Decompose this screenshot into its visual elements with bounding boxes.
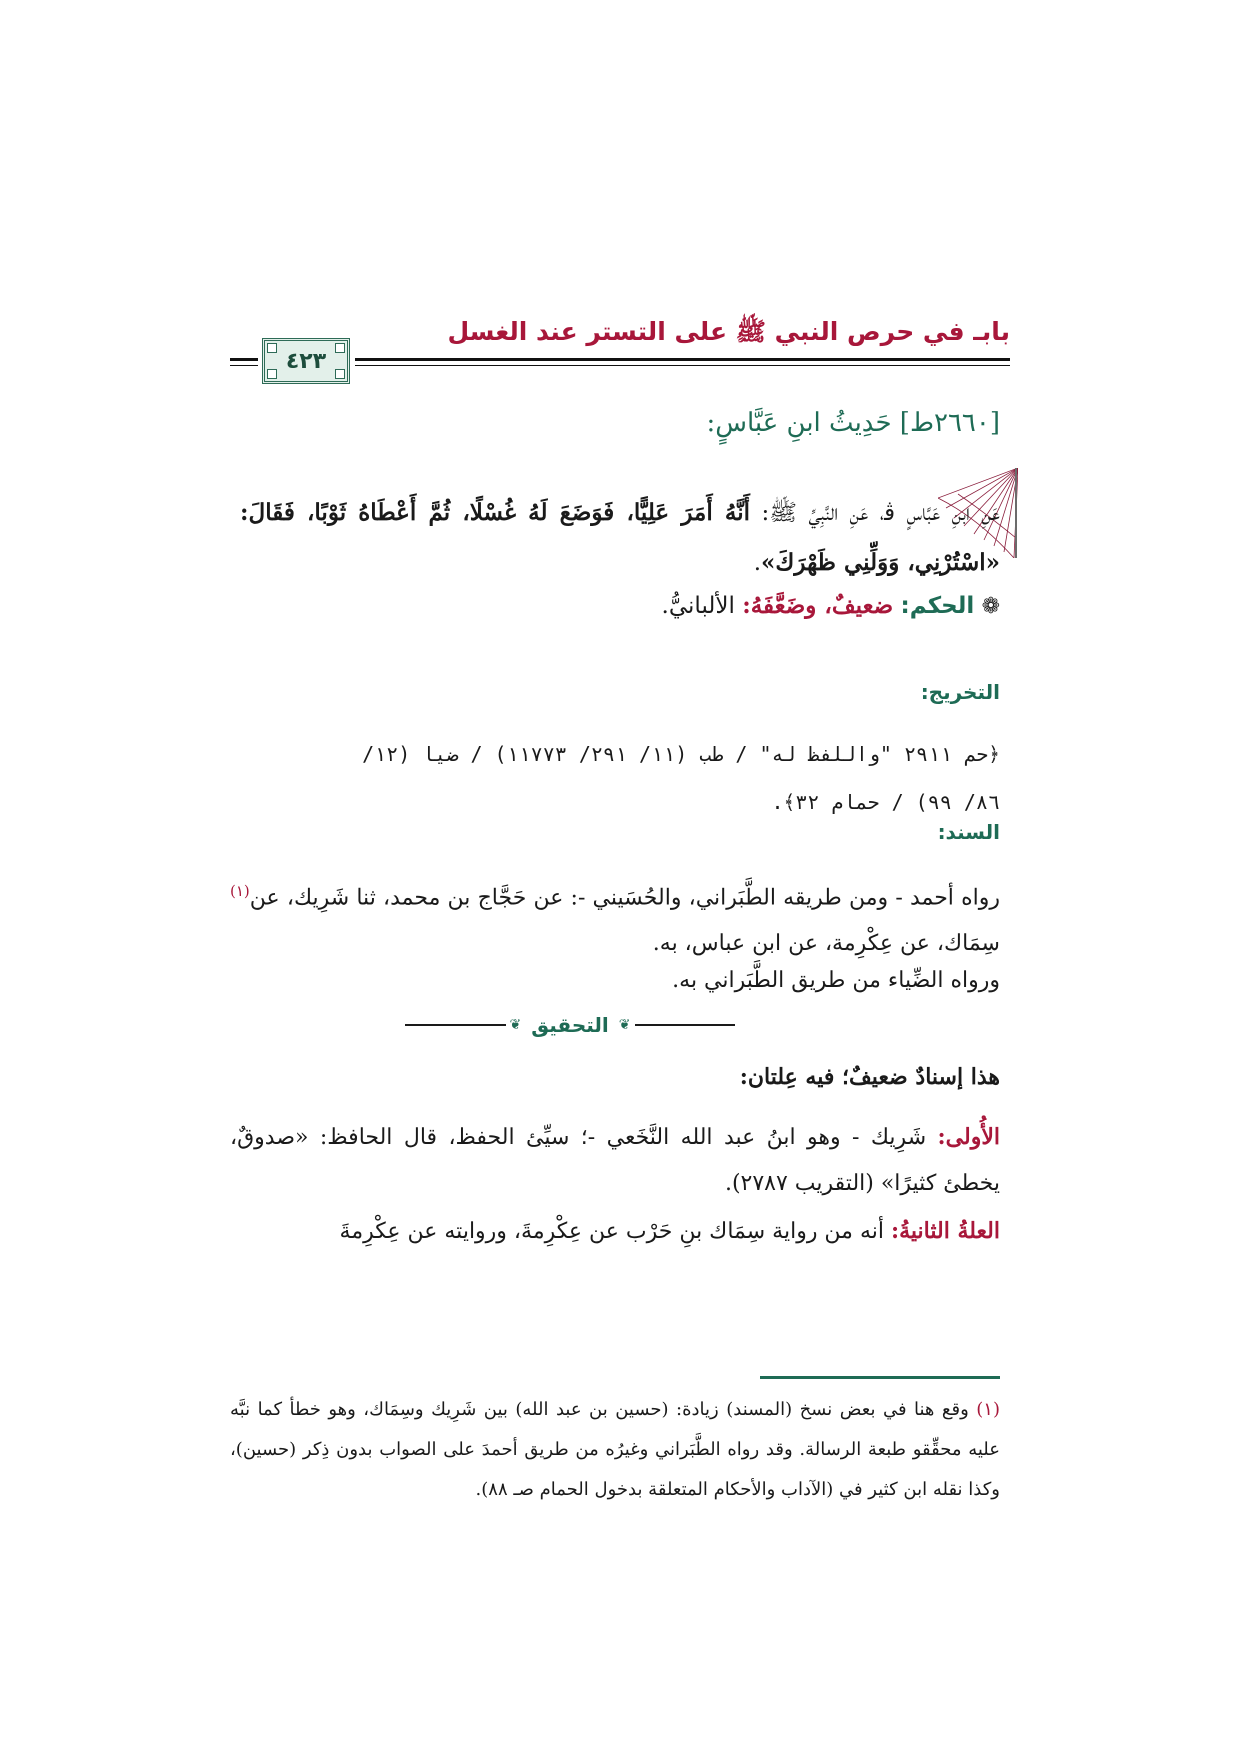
badge-corner-ornament	[335, 343, 345, 353]
tahqiq-heading: التحقيق	[531, 1013, 609, 1037]
first-illa-paragraph	[230, 1114, 1000, 1207]
ruling-label: الحكم:	[900, 593, 975, 619]
ruling-verdict: ضعيفٌ، وضَعَّفَهُ:	[742, 592, 894, 619]
footnote-rule	[760, 1376, 1000, 1379]
badge-corner-ornament	[267, 343, 277, 353]
second-illa-paragraph	[230, 1208, 1000, 1255]
flower-ornament-icon: ❁	[981, 594, 1000, 619]
footnote-text: وقع هنا في بعض نسخ (المسند) زيادة: (حسين بن عبد الله) بين شَرِيك وسِمَاك، وهو خطأ كما نبَّه عليه محقِّقو طبعة الرسالة. وقد رواه الطَّبَراني وغيرُه من طريق أحمدَ على الصواب بدون ذِكر (حسين)، وكذا نقله ابن كثير في (الآداب والأحكام المتعلقة بدخول الحمام صـ ٨٨).	[230, 1399, 1000, 1500]
second-illa-label: العلةُ الثانيةُ:	[890, 1218, 1000, 1244]
sanad-paragraph	[230, 868, 1000, 967]
tahqiq-summary: هذا إسنادٌ ضعيفٌ؛ فيه عِلتان:	[739, 1064, 1000, 1090]
header-rule-left	[230, 358, 258, 361]
takhrij-line: ٨٦/ ٩٩) / حمام ٣٢﴾.	[771, 790, 1000, 814]
takhrij-heading: التخريج:	[920, 680, 1000, 704]
first-illa-text: شَرِيك - وهو ابنُ عبد الله النَّخَعي -؛ سيِّئ الحفظ، قال الحافظ: «صدوقٌ، يخطئ كثيرًا» (التقريب ٢٧٨٧).	[230, 1125, 1000, 1196]
takhrij-line: ﴿حم ٢٩١١ "واللفظ له" / طب (١١/ ٢٩١/ ١١٧٧٣) / ضيا (١٢/	[362, 742, 1000, 766]
hadith-matn: أَنَّهُ أَمَرَ عَلِيًّا، فَوَضَعَ لَهُ غُسْلًا، ثُمَّ أَعْطَاهُ ثَوْبًا، فَقَالَ: «اسْتُرْنِي، وَوَلِّنِي ظَهْرَكَ»	[240, 499, 1000, 576]
divider-line	[635, 1024, 736, 1026]
badge-corner-ornament	[267, 369, 277, 379]
tahqiq-divider	[405, 1008, 735, 1042]
hadith-title: [٢٦٦٠ط] حَدِيثُ ابنِ عَبَّاسٍ:	[706, 408, 1000, 438]
footnote	[230, 1390, 1000, 1510]
takhrij-text	[230, 730, 1000, 826]
chapter-title: بابـ في حرص النبي ﷺ على التستر عند الغسل	[447, 317, 1010, 346]
divider-line	[405, 1024, 506, 1026]
page-number: ٤٢٣	[285, 348, 327, 374]
sanad-heading: السند:	[937, 820, 1000, 844]
header-rule-left-thin	[230, 365, 258, 366]
header-rule-thin	[355, 365, 1010, 366]
badge-corner-ornament	[335, 369, 345, 379]
footnote-reference: (١)	[230, 882, 250, 900]
page-number-badge	[262, 338, 350, 384]
divider-ornament-icon: ❦	[509, 1017, 522, 1033]
sanad-text: رواه أحمد - ومن طريقه الطَّبَراني، والحُسَيني -: عن حَجَّاج بن محمد، ثنا شَرِيك، عن	[249, 885, 1000, 911]
sanad-text: سِمَاك، عن عِكْرِمة، عن ابن عباس، به.	[652, 931, 1000, 957]
second-illa-text: أنه من رواية سِمَاك بنِ حَرْب عن عِكْرِمةَ، وروايته عن عِكْرِمةَ	[339, 1219, 891, 1244]
ruling-line	[662, 592, 1000, 619]
hadith-end: .	[753, 550, 762, 576]
divider-ornament-icon: ❦	[618, 1017, 631, 1033]
hadith-intro: عَنِ ابنِ عَبَّاسٍ ﭬ، عَنِ النَّبِيِّ ﷺ:	[750, 500, 1001, 526]
hadith-text	[240, 488, 1000, 588]
header-rule	[355, 358, 1010, 361]
sanad-paragraph-2: ورواه الضِّياء من طريق الطَّبَراني به.	[672, 968, 1000, 993]
ruling-by: الألبانيُّ.	[661, 593, 735, 619]
first-illa-label: الأُولى:	[937, 1124, 1000, 1150]
footnote-number: (١)	[976, 1399, 1000, 1420]
